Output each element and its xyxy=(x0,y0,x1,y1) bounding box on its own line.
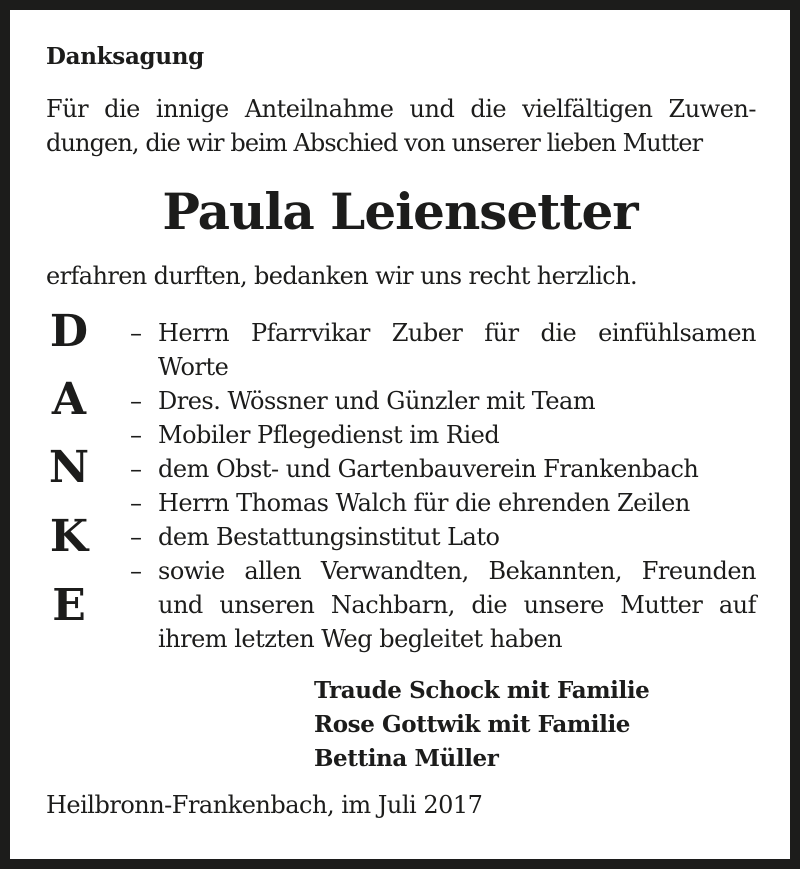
thanks-item-line: Mobiler Pflegedienst im Ried xyxy=(158,421,500,449)
dash-bullet: – xyxy=(130,489,142,517)
signature-line: Rose Gottwik mit Familie xyxy=(314,711,631,738)
dash-bullet: – xyxy=(130,421,142,449)
deceased-name: Paula Leiensetter xyxy=(162,182,638,241)
thanks-item-line: und unseren Nachbarn, die unsere Mutter auf xyxy=(158,591,756,619)
thanks-item-line: dem Bestattungsinstitut Lato xyxy=(158,523,500,551)
thanks-item-line: Herrn Thomas Walch für die ehrenden Zeilen xyxy=(158,489,690,517)
dash-bullet: – xyxy=(130,455,142,483)
signature-line: Bettina Müller xyxy=(314,745,499,772)
thanks-item-line: Dres. Wössner und Günzler mit Team xyxy=(158,387,596,415)
dash-bullet: – xyxy=(130,557,142,585)
dash-bullet: – xyxy=(130,523,142,551)
thanks-item xyxy=(130,520,756,554)
thanks-item-line: sowie allen Verwandten, Bekannten, Freunden xyxy=(158,557,756,585)
thanks-item xyxy=(130,554,756,656)
thanks-item-line: Worte xyxy=(158,353,229,381)
thanks-item xyxy=(130,384,756,418)
thanks-item xyxy=(130,452,756,486)
signatures-block xyxy=(314,674,649,776)
dash-bullet: – xyxy=(130,387,142,415)
thanks-item xyxy=(130,418,756,452)
danke-letter-e: E xyxy=(52,580,86,631)
thanks-item-line: Herrn Pfarrvikar Zuber für die einfühlsamen xyxy=(158,319,756,347)
danke-letter-d: D xyxy=(49,306,89,357)
intro-paragraph xyxy=(46,92,756,160)
thanks-item xyxy=(130,316,756,384)
thanks-item-line: ihrem letzten Weg begleitet haben xyxy=(158,625,563,653)
intro-line-2: dungen, die wir beim Abschied von unserer lieben Mutter xyxy=(46,129,703,157)
thanks-item xyxy=(130,486,756,520)
thanks-item-line: dem Obst- und Gartenbauverein Frankenbach xyxy=(158,455,699,483)
outro-sentence: erfahren durften, bedanken wir uns recht herzlich. xyxy=(46,262,638,290)
danke-letter-a: A xyxy=(51,374,87,425)
place-and-date: Heilbronn-Frankenbach, im Juli 2017 xyxy=(46,791,483,819)
notice-heading: Danksagung xyxy=(46,43,204,70)
danke-letter-k: K xyxy=(49,511,89,562)
intro-line-1: Für die innige Anteilnahme und die vielfältigen Zuwen- xyxy=(46,95,756,123)
dash-bullet: – xyxy=(130,319,142,347)
signature-line: Traude Schock mit Familie xyxy=(314,677,650,704)
obituary-notice-card xyxy=(10,10,790,859)
thanks-list xyxy=(130,316,756,656)
danke-letter-n: N xyxy=(48,442,90,493)
